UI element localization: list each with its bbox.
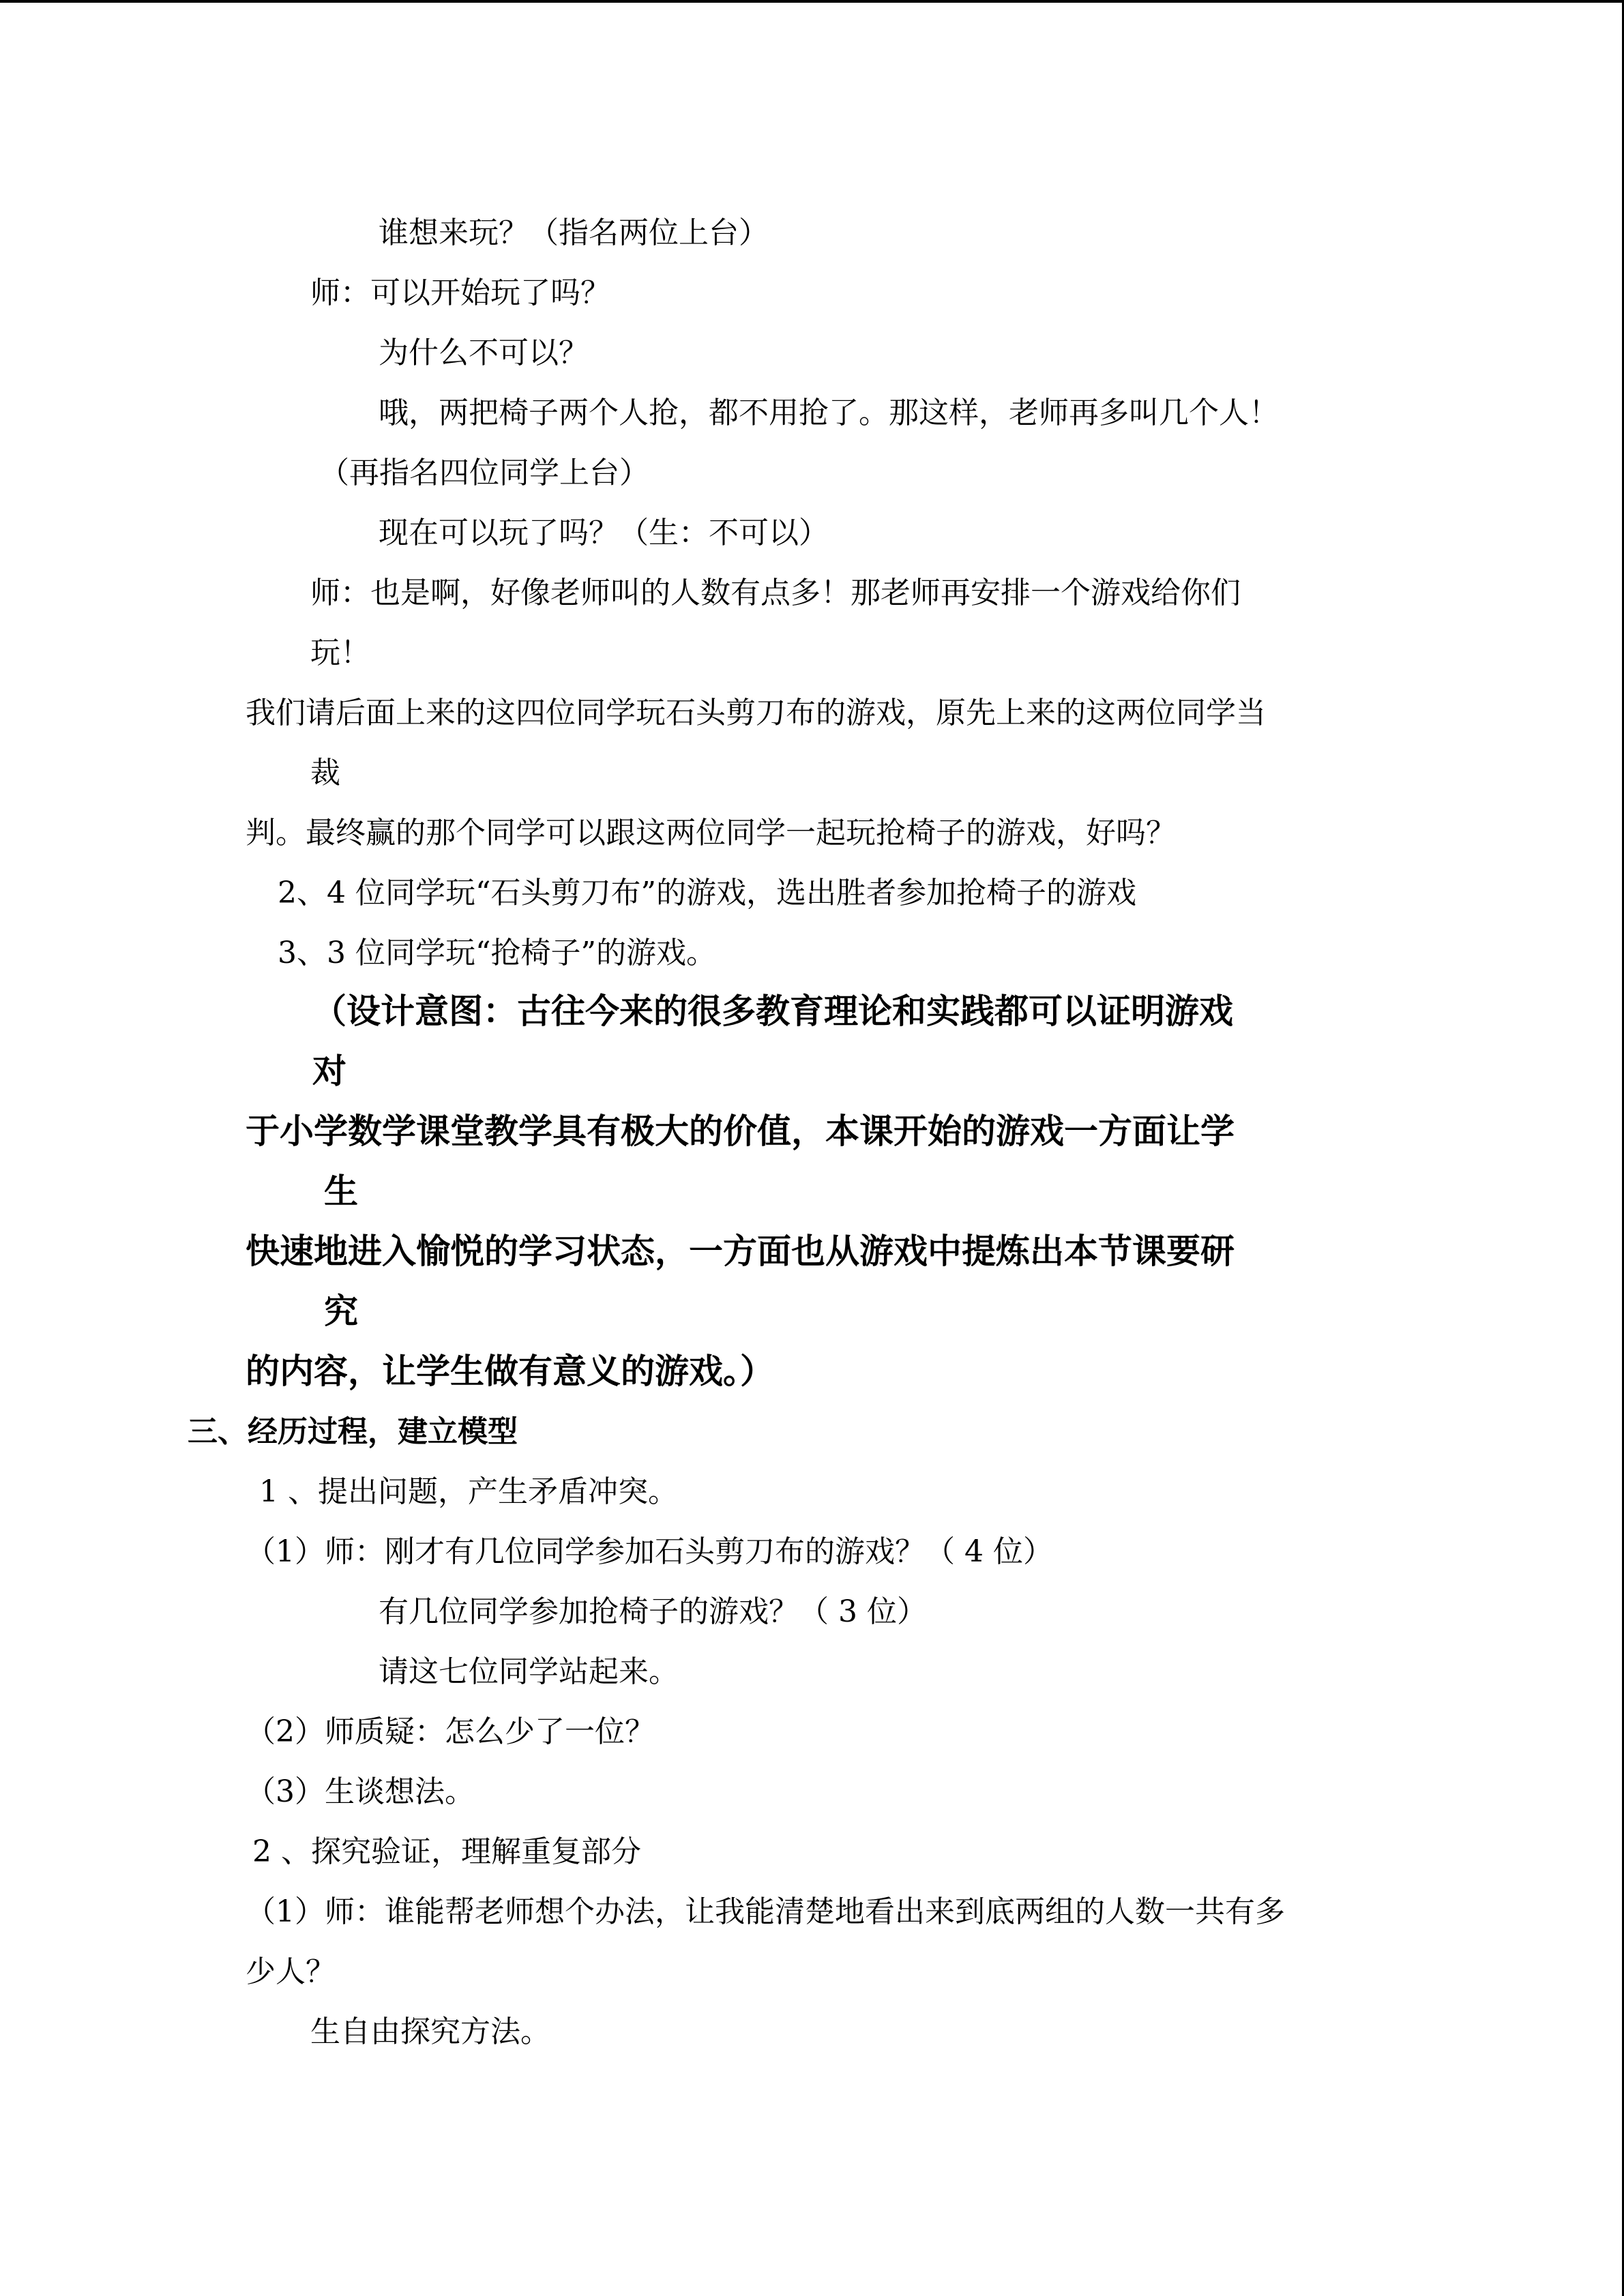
text-line: 3、3 位同学玩“抢椅子”的游戏。: [278, 936, 716, 970]
text-line: 现在可以玩了吗？（生：不可以）: [379, 516, 829, 550]
text-line: 哦，两把椅子两个人抢，都不用抢了。那这样，老师再多叫几个人！: [379, 396, 1279, 430]
text-line: 生自由探究方法。: [310, 2014, 550, 2049]
text-line: 玩！: [310, 636, 370, 670]
text-line: 判。最终赢的那个同学可以跟这两位同学一起玩抢椅子的游戏，好吗？: [246, 816, 1176, 850]
text-line: 谁想来玩？（指名两位上台）: [379, 215, 769, 250]
text-line: 为什么不可以？: [379, 336, 589, 370]
text-line: 2、4 位同学玩“石头剪刀布”的游戏，选出胜者参加抢椅子的游戏: [278, 876, 1136, 910]
text-line: 裁: [310, 756, 340, 790]
section-heading: 三、经历过程，建立模型: [188, 1414, 518, 1449]
design-intent-line: 究: [324, 1292, 358, 1331]
text-line: 师：可以开始玩了吗？: [310, 275, 610, 310]
design-intent-line: 对: [312, 1052, 346, 1091]
design-intent-line: 快速地进入愉悦的学习状态，一方面也从游戏中提炼出本节课要研: [246, 1232, 1235, 1271]
text-line: 少人？: [246, 1954, 336, 1989]
text-line: （再指名四位同学上台）: [319, 456, 649, 490]
text-line: （1）师：谁能帮老师想个办法，让我能清楚地看出来到底两组的人数一共有多: [246, 1894, 1285, 1929]
text-line: 1 、提出问题，产生矛盾冲突。: [259, 1474, 678, 1509]
text-line: 请这七位同学站起来。: [379, 1654, 679, 1689]
text-line: 我们请后面上来的这四位同学玩石头剪刀布的游戏，原先上来的这两位同学当: [246, 696, 1266, 730]
text-line: 有几位同学参加抢椅子的游戏？（ 3 位）: [379, 1594, 927, 1629]
text-line: 2 、探究验证，理解重复部分: [252, 1834, 641, 1869]
text-line: （2）师质疑：怎么少了一位？: [246, 1714, 655, 1749]
text-line: 师：也是啊，好像老师叫的人数有点多！那老师再安排一个游戏给你们: [310, 576, 1241, 610]
design-intent-line: （设计意图：古往今来的很多教育理论和实践都可以证明游戏: [312, 992, 1233, 1031]
design-intent-line: 生: [324, 1172, 358, 1211]
design-intent-line: 的内容，让学生做有意义的游戏。）: [246, 1352, 774, 1391]
text-line: （1）师：刚才有几位同学参加石头剪刀布的游戏？（ 4 位）: [246, 1534, 1053, 1569]
text-line: （3）生谈想法。: [246, 1774, 475, 1809]
design-intent-line: 于小学数学课堂教学具有极大的价值，本课开始的游戏一方面让学: [246, 1112, 1235, 1151]
